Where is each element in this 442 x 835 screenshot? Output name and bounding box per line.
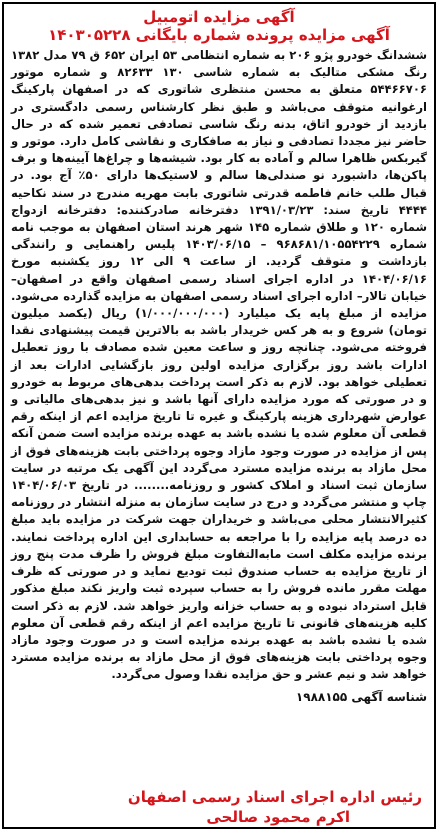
notice-frame <box>2 2 436 829</box>
notice-subtitle: آگهی مزایده پرونده شماره بایگانی ۱۴۰۳۰۵۲۲۸ <box>48 26 390 44</box>
notice-body: ششدانگ خودرو پژو ۲۰۶ به شماره انتظامی ۵۳ ایران ۶۵۲ ق ۷۹ مدل ۱۳۸۲ رنگ مشکی متالیک به شماره شاسی ۱۳۰ ۸۲۶۳۳ و شماره موتور ۵۴۴۶۶۷۰۶ متعلق به محسن منتظری شاتوری که در اصفهان پارکینگ ارغوانیه متوقف می‌باشد و طبق نظر کارشناس رسمی دادگستری در بازدید از خودرو اتاق، بدنه رنگ شاسی تصادفی تعمیر شده که در حال حاضر نیز مجددا تصادفی و نیاز به صافکاری و نقاشی کامل دارد. موتور و گیربکس ظاهرا سالم و آماده به کار بود. شیشه‌ها و چراغ‌ها آیینه‌ها و برف پاکن‌ها، داشبورد نو صندلی‌ها سالم و لاستیک‌ها دارای ۵۰٪ آج بود. در قبال طلب خانم فاطمه قدرتی شاتوری بابت مهریه مندرج در سند نکاحیه ۴۴۴۴ تاریخ سند: ۱۳۹۱/۰۳/۲۳ دفترخانه صادرکننده: دفترخانه ازدواج شماره ۱۲۰ و طلاق شماره ۱۴۵ شهر هرند استان اصفهان به موجب نامه شماره ۹۶۸۶۸۱/۱۰۵۵۴۲۲۹ – ۱۴۰۳/۰۶/۱۵ پلیس راهنمایی و رانندگی بازداشت و متوقف گردید. از ساعت ۹ الی ۱۲ روز یکشنبه مورخ ۱۴۰۴/۰۶/۱۶ در اداره اجرای اسناد رسمی اصفهان واقع در اصفهان– خیابان تالار– اداره اجرای اسناد رسمی اصفهان به مزایده گذارده می‌شود. مزایده از مبلغ پایه یک میلیارد (۱/۰۰۰/۰۰۰/۰۰۰) ریال (یکصد میلیون تومان) شروع و به هر کس خریدار باشد به بالاترین قیمت پیشنهادی نقدا فروخته می‌شود. چنانچه روز و ساعت معین شده مصادف با روز تعطیل ادارات باشد روز برگزاری مزایده اولین روز بازگشایی ادارات بعد از تعطیلی خواهد بود. لازم به ذکر است پرداخت بدهی‌های مربوط به خودرو و در صورتی که مورد مزایده دارای آنها باشد و نیز بدهی‌های مالیاتی و عوارض شهرداری هزینه پارکینگ و غیره تا تاریخ مزایده اعم از اینکه رقم قطعی آن معلوم شده یا نشده باشد به عهده برنده مزایده است ضمن آنکه پس از مزایده در صورت وجود مازاد وجوه پرداختی بابت هزینه‌های فوق از محل مازاد به برنده مزایده مسترد می‌گردد این آگهی یک مرتبه در سایت سازمان ثبت اسناد و املاک کشور و روزنامه........ در تاریخ ۱۴۰۴/۰۶/۰۳ چاپ و منتشر می‌گردد و درج در سایت سازمان به منزله انتشار در روزنامه کثیرالانتشار محلی می‌باشد و خریداران جهت شرکت در مزایده باید مبلغ ده درصد پایه مزایده را با مراجعه به حسابداری این اداره پرداخت نمایند. برنده مزایده مکلف است مابه‌التفاوت مبلغ فروش را ظرف مدت پنج روز از تاریخ مزایده به حساب صندوق ثبت تودیع نماید و در صورتی که ظرف مهلت مقرر مانده فروش را به حساب سپرده ثبت واریز نکند مبلغ مذکور قابل استرداد نبوده و به حساب خزانه واریز خواهد شد. لازم به ذکر است کلیه هزینه‌های قانونی تا تاریخ مزایده اعم از اینکه رقم قطعی آن معلوم شده یا نشده باشد به عهده برنده مزایده است و در صورت وجود مازاد وجوه پرداختی بابت هزینه‌های فوق از محل مازاد به برنده مزایده مسترد خواهد شد و نیم عشر و حق مزایده نقدا وصول می‌گردد. <box>11 48 428 682</box>
notice-title: آگهی مزایده اتومبیل <box>143 8 295 26</box>
ad-code: شناسه آگهی ۱۹۸۸۱۵۵ <box>295 689 427 704</box>
signature-org: رئیس اداره اجرای اسناد رسمی اصفهان <box>127 788 422 806</box>
signature-name: اکرم محمود صالحی <box>206 808 350 826</box>
